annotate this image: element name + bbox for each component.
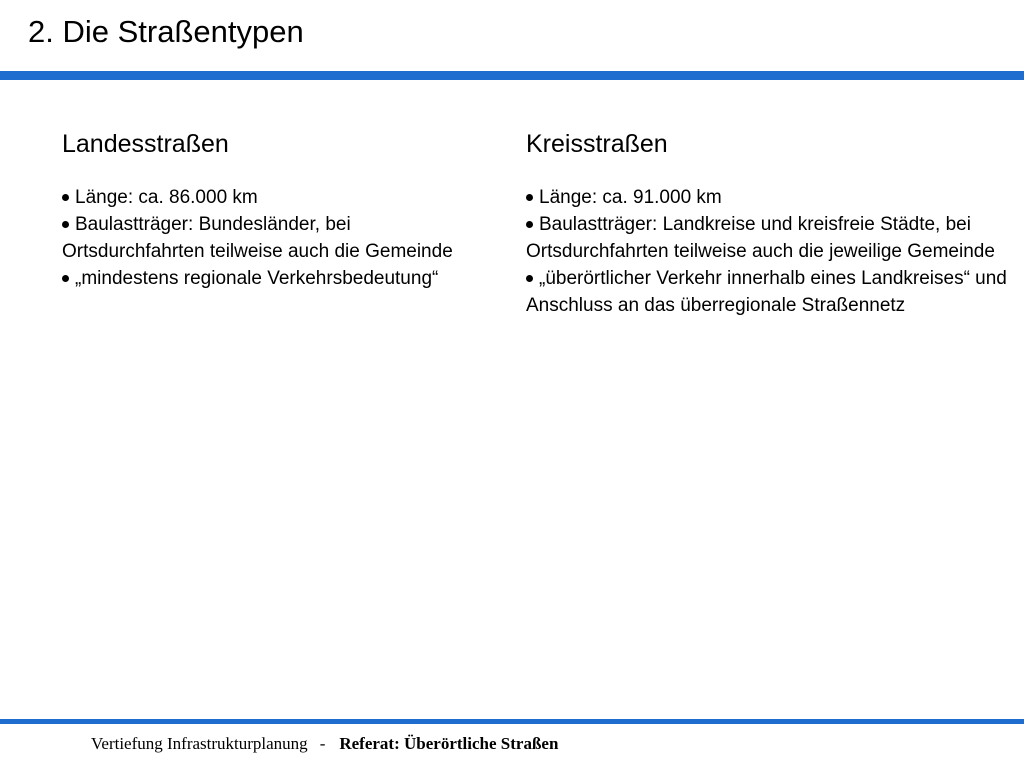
footer: [91, 734, 558, 754]
bullet-icon: [62, 194, 69, 201]
bullet-icon: [526, 221, 533, 228]
bullet-list: [62, 184, 462, 292]
footer-topic: Referat: Überörtliche Straßen: [339, 734, 559, 753]
bullet-item: [62, 211, 462, 265]
bullet-item: [62, 184, 462, 211]
title-divider: [0, 71, 1024, 80]
bullet-icon: [526, 275, 533, 282]
bullet-icon: [526, 194, 533, 201]
footer-separator: -: [319, 734, 326, 753]
bullet-text: Baulastträger: Bundesländer, bei Ortsdurchfahrten teilweise auch die Gemeinde: [62, 214, 453, 262]
bullet-text: Länge: ca. 91.000 km: [539, 187, 722, 208]
bullet-icon: [62, 221, 69, 228]
column-landesstrassen: [62, 128, 462, 292]
column-kreisstrassen: [526, 128, 1016, 319]
bullet-text: Länge: ca. 86.000 km: [75, 187, 258, 208]
column-heading: Landesstraßen: [62, 130, 229, 158]
bullet-item: [526, 265, 1016, 319]
bullet-item: [526, 184, 1016, 211]
bullet-text: Baulastträger: Landkreise und kreisfreie Städte, bei Ortsdurchfahrten teilweise auch die jeweilige Gemeinde: [526, 214, 995, 262]
slide-title: 2. Die Straßentypen: [28, 14, 304, 49]
bullet-icon: [62, 275, 69, 282]
column-heading: Kreisstraßen: [526, 130, 668, 158]
bullet-text: „überörtlicher Verkehr innerhalb eines Landkreises“ und Anschluss an das überregionale Straßennetz: [526, 268, 1007, 316]
bullet-item: [62, 265, 462, 292]
bullet-item: [526, 211, 1016, 265]
bullet-text: „mindestens regionale Verkehrsbedeutung“: [75, 268, 439, 289]
footer-course: Vertiefung Infrastrukturplanung: [91, 734, 308, 753]
footer-divider: [0, 719, 1024, 724]
bullet-list: [526, 184, 1016, 319]
